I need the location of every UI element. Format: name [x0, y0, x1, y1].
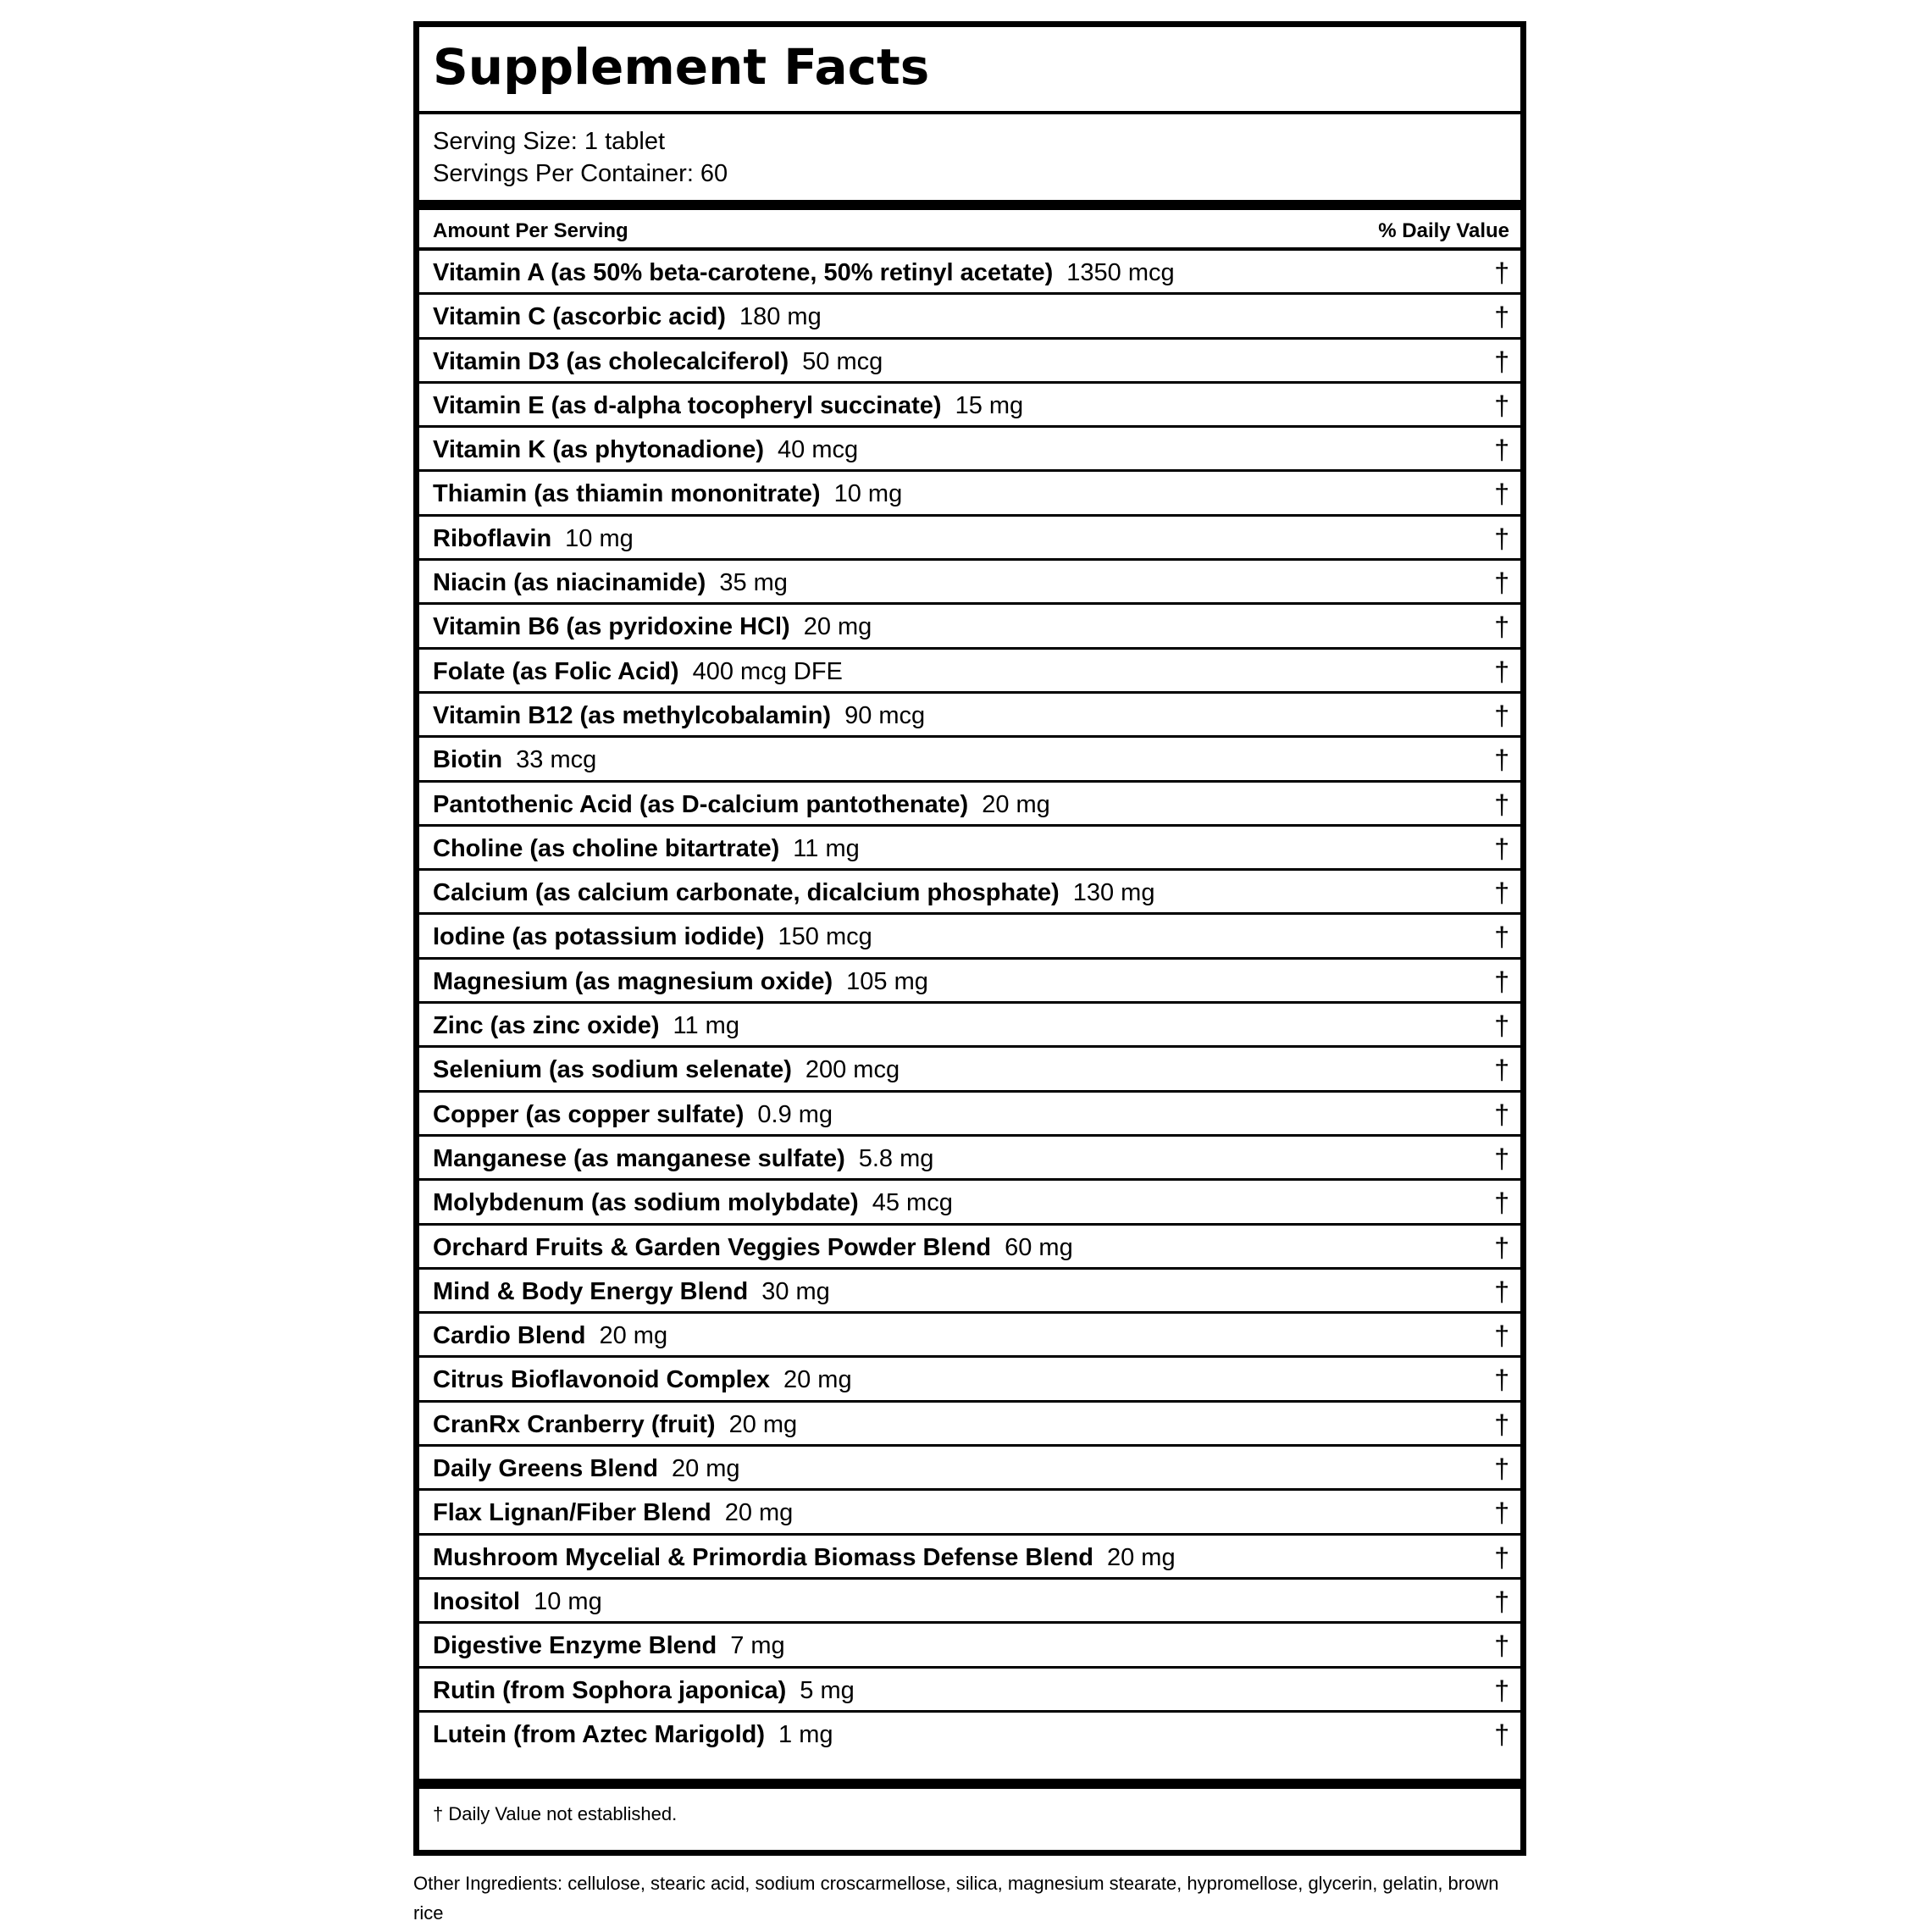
serving-size: Serving Size: 1 tablet [433, 128, 666, 155]
daily-value-dagger: † [1494, 1099, 1509, 1130]
table-row [419, 384, 1520, 428]
ingredient-name: Daily Greens Blend [433, 1455, 658, 1483]
daily-value-dagger: † [1494, 966, 1509, 997]
ingredient-amount: 11 mg [793, 834, 860, 862]
ingredient-name: Orchard Fruits & Garden Veggies Powder Blend [433, 1233, 992, 1261]
table-row [419, 295, 1520, 339]
daily-value-dagger: † [1494, 567, 1509, 599]
row-text [433, 1012, 739, 1040]
ingredient-amount: 200 mcg [805, 1056, 900, 1084]
daily-value-dagger: † [1494, 1320, 1509, 1352]
daily-value-dagger: † [1494, 1232, 1509, 1263]
daily-value-dagger: † [1494, 745, 1509, 776]
ingredient-amount: 20 mg [728, 1410, 798, 1438]
table-row [419, 1447, 1520, 1491]
daily-value-dagger: † [1494, 700, 1509, 731]
column-header-row [419, 210, 1520, 251]
row-text [433, 1455, 740, 1483]
ingredient-amount: 1 mg [778, 1720, 833, 1748]
table-row [419, 871, 1520, 915]
ingredient-amount: 400 mcg DFE [692, 657, 843, 685]
table-row [419, 1314, 1520, 1358]
table-row [419, 1491, 1520, 1535]
table-row [419, 1137, 1520, 1181]
table-row [419, 251, 1520, 295]
daily-value-dagger: † [1494, 435, 1509, 466]
ingredient-amount: 60 mg [1005, 1233, 1073, 1261]
daily-value-dagger: † [1494, 1586, 1509, 1617]
daily-value-dagger: † [1494, 656, 1509, 687]
ingredient-amount: 20 mg [982, 790, 1050, 818]
row-text [433, 569, 788, 597]
ingredient-amount: 1350 mcg [1066, 259, 1175, 286]
table-row [419, 1536, 1520, 1580]
ingredient-name: Pantothenic Acid (as D-calcium pantothenate) [433, 790, 969, 818]
panel-title: Supplement Facts [433, 38, 930, 96]
row-text [433, 1101, 833, 1129]
ingredient-name: Riboflavin [433, 524, 552, 552]
table-row [419, 1004, 1520, 1048]
ingredient-amount: 0.9 mg [757, 1100, 833, 1128]
row-text [433, 1721, 833, 1749]
daily-value-dagger: † [1494, 1276, 1509, 1307]
ingredient-amount: 10 mg [833, 480, 903, 508]
table-row [419, 605, 1520, 649]
ingredient-name: Zinc (as zinc oxide) [433, 1012, 660, 1040]
row-text [433, 1411, 797, 1439]
daily-value-dagger: † [1494, 1630, 1509, 1662]
ingredient-name: Iodine (as potassium iodide) [433, 923, 765, 951]
daily-value-dagger: † [1494, 1187, 1509, 1219]
table-row [419, 738, 1520, 782]
daily-value-dagger: † [1494, 612, 1509, 643]
row-text [433, 1366, 852, 1394]
ingredient-name: Biotin [433, 746, 503, 774]
daily-value-dagger: † [1494, 346, 1509, 377]
table-row [419, 1624, 1520, 1668]
ingredient-name: Digestive Enzyme Blend [433, 1632, 717, 1660]
table-row [419, 428, 1520, 472]
ingredient-amount: 130 mg [1072, 879, 1155, 907]
ingredient-name: Inositol [433, 1587, 521, 1615]
serving-info [433, 125, 728, 190]
ingredient-name: Rutin (from Sophora japonica) [433, 1676, 787, 1704]
table-row [419, 1270, 1520, 1314]
row-text [433, 1189, 953, 1217]
table-row [419, 1580, 1520, 1624]
row-text [433, 259, 1175, 287]
ingredient-amount: 20 mg [599, 1322, 668, 1350]
table-row [419, 1048, 1520, 1092]
ingredient-name: CranRx Cranberry (fruit) [433, 1410, 716, 1438]
row-text [433, 835, 860, 863]
row-text [433, 1499, 793, 1527]
daily-value-dagger: † [1494, 1010, 1509, 1042]
table-row [419, 1669, 1520, 1713]
ingredient-name: Selenium (as sodium selenate) [433, 1056, 792, 1084]
bottom-thick-divider [419, 1779, 1520, 1789]
ingredient-name: Calcium (as calcium carbonate, dicalcium phosphate) [433, 879, 1060, 907]
daily-value-dagger: † [1494, 1497, 1509, 1529]
row-text [433, 1056, 900, 1084]
daily-value-dagger: † [1494, 922, 1509, 953]
ingredient-amount: 30 mg [761, 1277, 830, 1305]
row-text [433, 348, 883, 376]
ingredient-amount: 11 mg [673, 1012, 739, 1040]
ingredient-name: Copper (as copper sulfate) [433, 1100, 745, 1128]
row-text [433, 879, 1154, 907]
ingredient-amount: 50 mcg [802, 347, 883, 375]
ingredient-name: Thiamin (as thiamin mononitrate) [433, 480, 821, 508]
table-row [419, 915, 1520, 959]
daily-value-dagger: † [1494, 1453, 1509, 1485]
supplement-facts-panel [413, 21, 1526, 1856]
daily-value-dagger: † [1494, 523, 1509, 554]
daily-value-dagger: † [1494, 1719, 1509, 1750]
ingredient-name: Vitamin K (as phytonadione) [433, 436, 765, 464]
ingredient-amount: 10 mg [534, 1587, 602, 1615]
ingredient-amount: 20 mg [1106, 1543, 1176, 1571]
thick-divider [419, 200, 1520, 210]
daily-value-dagger: † [1494, 1365, 1509, 1396]
table-row [419, 340, 1520, 384]
ingredient-amount: 180 mg [739, 303, 822, 331]
other-ingredients: Other Ingredients: cellulose, stearic acid, sodium croscarmellose, silica, magnesium stearate, hypromellose, glycerin, gelatin, brown rice [413, 1873, 1499, 1924]
row-text [433, 658, 843, 686]
daily-value-dagger: † [1494, 1409, 1509, 1440]
ingredient-amount: 150 mcg [778, 923, 872, 951]
row-text [433, 1677, 855, 1705]
daily-value-dagger: † [1494, 833, 1509, 864]
daily-value-dagger: † [1494, 789, 1509, 820]
footnote: † Daily Value not established. [433, 1803, 678, 1824]
table-row [419, 1403, 1520, 1447]
ingredient-name: Vitamin B6 (as pyridoxine HCl) [433, 613, 790, 641]
ingredient-amount: 33 mcg [516, 746, 597, 774]
row-text [433, 436, 858, 464]
ingredient-name: Folate (as Folic Acid) [433, 657, 679, 685]
daily-value-dagger: † [1494, 1675, 1509, 1706]
ingredient-name: Mind & Body Energy Blend [433, 1277, 749, 1305]
ingredient-amount: 20 mg [783, 1366, 852, 1394]
ingredient-name: Magnesium (as magnesium oxide) [433, 967, 833, 995]
ingredient-name: Vitamin A (as 50% beta-carotene, 50% retinyl acetate) [433, 259, 1054, 286]
daily-value-dagger: † [1494, 877, 1509, 909]
daily-value-dagger: † [1494, 1143, 1509, 1174]
table-row [419, 960, 1520, 1004]
table-row [419, 1226, 1520, 1270]
ingredient-amount: 7 mg [730, 1632, 785, 1660]
ingredient-amount: 90 mcg [844, 701, 926, 729]
servings-per-container: Servings Per Container: 60 [433, 160, 728, 187]
row-text [433, 968, 928, 996]
daily-value-dagger: † [1494, 390, 1509, 421]
ingredient-name: Flax Lignan/Fiber Blend [433, 1499, 711, 1527]
row-text [433, 303, 822, 331]
ingredient-amount: 20 mg [671, 1455, 740, 1483]
table-row [419, 472, 1520, 516]
daily-value-dagger: † [1494, 302, 1509, 333]
ingredient-amount: 35 mg [719, 569, 788, 597]
ingredient-amount: 5.8 mg [858, 1144, 934, 1172]
daily-value-header: % Daily Value [1378, 219, 1509, 242]
table-row [419, 783, 1520, 827]
ingredient-name: Molybdenum (as sodium molybdate) [433, 1189, 859, 1217]
ingredient-amount: 105 mg [846, 967, 928, 995]
table-row [419, 1181, 1520, 1225]
row-text [433, 480, 902, 508]
row-text [433, 392, 1023, 420]
ingredient-name: Citrus Bioflavonoid Complex [433, 1366, 770, 1394]
daily-value-dagger: † [1494, 479, 1509, 510]
table-row [419, 1358, 1520, 1402]
daily-value-dagger: † [1494, 1055, 1509, 1086]
row-text [433, 1544, 1176, 1572]
row-text [433, 1632, 785, 1660]
row-text [433, 923, 872, 951]
ingredient-amount: 10 mg [565, 524, 634, 552]
row-text [433, 1145, 933, 1173]
row-text [433, 791, 1050, 819]
row-text [433, 1322, 667, 1350]
title-row [419, 27, 1520, 114]
ingredient-name: Choline (as choline bitartrate) [433, 834, 780, 862]
ingredient-amount: 20 mg [803, 613, 872, 641]
ingredient-name: Mushroom Mycelial & Primordia Biomass Defense Blend [433, 1543, 1093, 1571]
ingredient-name: Vitamin C (ascorbic acid) [433, 303, 726, 331]
ingredient-name: Vitamin E (as d-alpha tocopheryl succinate) [433, 391, 942, 419]
daily-value-dagger: † [1494, 1542, 1509, 1573]
daily-value-dagger: † [1494, 257, 1509, 288]
ingredient-amount: 40 mcg [778, 436, 859, 464]
row-text [433, 1234, 1073, 1262]
ingredient-amount: 20 mg [724, 1499, 794, 1527]
row-text [433, 613, 872, 641]
row-text [433, 702, 925, 730]
table-row [419, 561, 1520, 605]
ingredient-amount: 45 mcg [872, 1189, 953, 1217]
row-text [433, 1278, 830, 1306]
ingredient-amount: 5 mg [800, 1676, 855, 1704]
ingredient-name: Vitamin D3 (as cholecalciferol) [433, 347, 789, 375]
nutrient-rows [419, 251, 1520, 1757]
row-text [433, 746, 596, 774]
table-row [419, 517, 1520, 561]
ingredient-name: Vitamin B12 (as methylcobalamin) [433, 701, 832, 729]
row-text [433, 525, 634, 553]
ingredient-name: Lutein (from Aztec Marigold) [433, 1720, 766, 1748]
amount-per-serving-header: Amount Per Serving [433, 219, 628, 242]
row-text [433, 1588, 602, 1616]
table-row [419, 1713, 1520, 1757]
ingredient-amount: 15 mg [955, 391, 1024, 419]
table-row [419, 827, 1520, 871]
table-row [419, 650, 1520, 694]
ingredient-name: Manganese (as manganese sulfate) [433, 1144, 845, 1172]
table-row [419, 694, 1520, 738]
ingredient-name: Cardio Blend [433, 1322, 586, 1350]
ingredient-name: Niacin (as niacinamide) [433, 569, 706, 597]
table-row [419, 1093, 1520, 1137]
